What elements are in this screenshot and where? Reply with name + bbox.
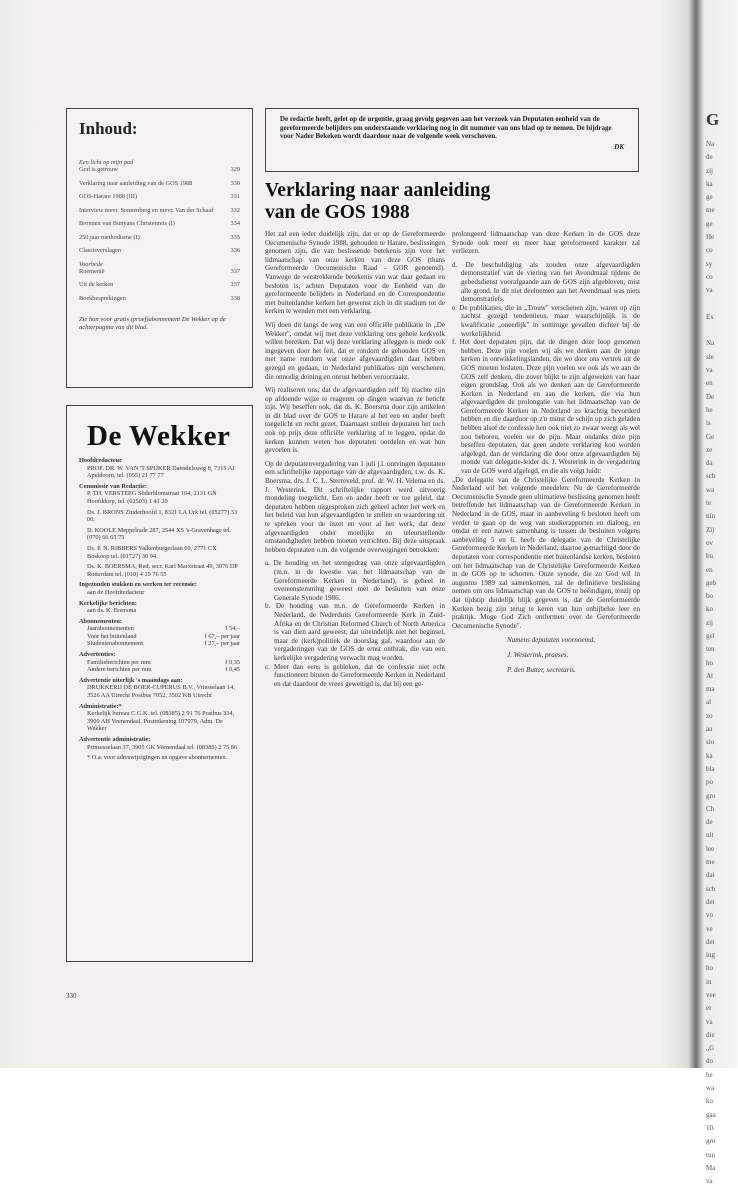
toc-item-title: Een licht op mijn pad	[79, 159, 134, 166]
next-page-line: ten	[706, 645, 715, 654]
next-page-fragment	[706, 138, 738, 1188]
next-page-line: en	[706, 379, 713, 388]
toc-item	[79, 207, 240, 214]
article-list-item: b. De houding van m.n. de Gereformeerde Kerken in Nederland, de Nederduits Gereformeerde Kerk in Zuid-Afrika en de Christian Reformed Church of North America is van dien aard geweest, dat uiteindelijk niet het beginsel, maar de (kerk)politiek de doorslag gaf, waardoor aan de vergaderingen van de GOS de ernst ontbrak, die van een kerkelijke vergadering verwacht mag worden.	[265, 602, 445, 662]
toc-item	[79, 247, 240, 254]
toc-item-title: Classisverslagen	[79, 247, 121, 254]
next-page-line: gro	[706, 791, 716, 800]
article-paragraph: Op de deputatenvergadering van 1 juli j.l. ontvingen deputaten een schriftelijke rapportage van de afgevaardigden, t.w. ds. K. Boersma, drs. J. C. L. Sterreveld, prof. dr. W. H. Velema en ds. J. Westerink. Dit schriftelijke rapport werd uitvoerig mondeling toegelicht. Een en ander heeft er toe geleid, dat deputaten hebben uitgesproken zich geheel achter het werk en het beleid van hun afgevaardigden te stellen en waardering uit te spreken voor de inzet en voor al het werk, dat deze afgevaardigden onder moeilijke en teleurstellende omstandigheden hebben moeten verrichten. Bij deze uitspraak hebben deputaten o.m. de volgende overwegingen betrokken:	[265, 459, 445, 554]
toc-item-label	[79, 295, 126, 302]
next-page-line: ho	[706, 658, 713, 667]
toc-item-title: Voorbede	[79, 260, 103, 268]
article-paragraph: prolongeerd lidmaatschap van deze Kerken in de GOS deze Synode ook meer en meer haar gereformeerd karakter zal verliezen.	[452, 230, 640, 256]
toc-item-subtitle: Roemenië	[79, 267, 105, 275]
next-page-line: Zij	[706, 525, 715, 534]
abonnement-price: f 67,– per jaar	[204, 632, 240, 640]
next-page-line: ho	[706, 964, 713, 973]
next-page-line: die	[706, 1030, 715, 1039]
next-page-line: va	[706, 286, 713, 295]
next-page-line: gaa	[706, 1110, 716, 1119]
next-page-line: he	[706, 405, 713, 414]
article-list-item: d. De beschuldiging als zouden onze afgevaardigden demonstratief van de viering van het Avondmaal tijdens de gebedsdienst voorafgaande aan de GOS zijn afgebleven, mist alle grond. In dit niet deelnemen aan het Avondmaal was niets demonstratiefs.	[452, 260, 640, 304]
toc-item-page: 335	[230, 233, 240, 241]
abonnement-label: Jaarabonnementen	[87, 625, 134, 633]
next-page-line: zij	[706, 618, 713, 627]
commissie-member: D. KOOLE Meppelrade 287, 2544 XS 's-Gravenhage tel. (070) 66 65 75	[87, 526, 232, 542]
next-page-line: te	[706, 499, 712, 508]
next-page-line: de	[706, 818, 713, 827]
toc-item	[79, 295, 240, 302]
toc-item	[79, 281, 240, 288]
next-page-line: ov	[706, 538, 713, 547]
abonnement-price: f 27,– per jaar	[204, 640, 240, 648]
toc-item-label	[79, 159, 133, 173]
article-list-item: c. Meer dan eens is gebleken, dat de confessie niet echt functioneert binnen de Gereformeerde Kerken in Nederland en dat daardoor de vrees gewettigd is, dat bij een ge-	[265, 662, 445, 688]
next-page-line: sio	[706, 738, 715, 747]
toc-item-page: 332	[230, 206, 240, 214]
next-page-line: aa	[706, 725, 713, 734]
next-page-line: ve	[706, 924, 713, 933]
administratie-info: Kerkelijk bureau C.G.K. tel. (08385) 2 91 76 Postbus 334, 3900 AH Veenendaal, Postrekening 107979, Adm. De Wekker	[87, 710, 235, 733]
toc-item-title: GOS-Harare 1988 (III)	[79, 193, 138, 200]
toc-item-title: Uit de kerken	[79, 281, 114, 288]
commissie-member: Ds. J. BRONS Zuiderhoofd 1, 8321 LA Urk tel. (05277) 33 00.	[87, 508, 238, 524]
next-page-line: bla	[706, 764, 715, 773]
toc-item-title: 250 jaar methodisme (I)	[79, 233, 140, 241]
toc-item-page: 331	[230, 193, 240, 200]
ingezonden-info: aan de Hoofdredacteur	[87, 588, 145, 596]
next-page-line: me	[706, 858, 715, 867]
abonnement-row	[79, 640, 240, 648]
next-page-line: ma	[706, 685, 715, 694]
toc-title: Inhoud:	[79, 119, 138, 138]
toc-item-title: Interview mevr. Sonnenberg en mevr. Van der Schaaf	[79, 206, 214, 214]
next-page-line: en	[706, 565, 713, 574]
next-page-line: va	[706, 1177, 713, 1186]
advertenties-list	[79, 659, 240, 674]
next-page-line: vo	[706, 911, 713, 920]
article-column-2	[452, 230, 640, 674]
article-list-item: f. Het doet deputaten pijn, dat de dingen deze loop genomen hebben. Deze pijn voelen wij als we denken aan de jonge kerken in ontwikkelingslanden, die we door ons vertrek uit de GOS moeten loslaten. Deze pijn voelen we ook als we aan de GOS zelf denken, die zover blijkt te zijn afgeweken van haar eigen grondslag. Ook als we denken aan de Gereformeerde Kerken in Nederland en aan die kerken, die via hun afgevaardigden de prolongatie van het lidmaatschap van de Gereformeerde Kerken in Nederland zo krachtig bevorderd hebben en die daardoor op z'n minst de schijn op zich geladen hebben alsof de confessie hen ook niet zo zwaar weegt als wel zou behoren, voelen we de pijn. Maar ondanks deze pijn beseffen deputaten, dat geen andere verklaring kon worden afgelegd, dan de verklaring die door onze afgevaardigden bij monde van delegatie-leider ds. J. Westerink in de vergadering van de GOS werd afgelegd, en die als volgt luidt:	[452, 338, 640, 476]
abonnement-label: Studentenabonnement	[87, 640, 143, 648]
next-page-line: ka	[706, 751, 713, 760]
toc-item-page: 337	[230, 267, 240, 275]
next-page-line: uit	[706, 831, 714, 840]
advertentie-row	[79, 659, 240, 667]
next-page-line: sch	[706, 884, 716, 893]
abonnement-label: Voor het buitenland	[87, 632, 137, 640]
next-page-line: ge	[706, 193, 713, 202]
abonnement-row	[79, 625, 240, 633]
next-page-line: in	[706, 977, 712, 986]
next-page-line: Na	[706, 339, 715, 348]
next-page-line: wa	[706, 485, 715, 494]
toc-item-label	[79, 180, 192, 187]
adv-administratie-info: Prinsesselaan 37, 3905 GK Veenendaal tel. (08385) 2 75 86	[87, 743, 238, 751]
next-page-initial: G	[706, 110, 720, 129]
commissie-heading: Commissie van Redactie:	[79, 482, 147, 490]
toc-item-label	[79, 207, 213, 214]
next-page-line: vee	[706, 991, 716, 999]
notice-signature: DK	[614, 142, 624, 151]
toc-item	[79, 159, 240, 173]
toc-item	[79, 193, 240, 200]
article-list-item: a. De houding en het stemgedrag van onze afgevaardigden (m.n. in de kwestie van het lidmaatschap van de Gereformeerde Kerken in Nederland), is geheel in overeenstemming geweest met de besluiten van onze Generale Synode 1986.	[265, 559, 445, 602]
next-page-line: Ch	[706, 804, 715, 813]
next-page-line: dai	[706, 871, 715, 880]
next-page-line: he	[706, 1070, 713, 1079]
page-number: 330	[66, 992, 77, 1000]
next-page-line: 10.	[706, 1123, 715, 1132]
abonnementen-heading: Abonnementen:	[79, 617, 123, 625]
next-page-line: bo	[706, 592, 713, 601]
toc-item	[79, 261, 240, 275]
toc-item-label	[79, 193, 137, 200]
hoofdredacteur-heading: Hoofdredacteur	[79, 457, 122, 464]
advertentie-price: f 0,35	[225, 658, 240, 666]
next-page-line: Na	[706, 140, 715, 148]
signature-line: Namens deputaten voornoemd,	[507, 636, 596, 645]
adv-uiterlijk-info: DRUKKERIJ DE BOER-CUPERUS B.V., Vriesselaan 14, 3526 AA Utrecht Postbus 7052, 3502 KB Utrecht	[87, 684, 235, 700]
abonnementen-list	[79, 625, 240, 648]
next-page-line	[706, 298, 738, 311]
editorial-notice	[265, 108, 639, 172]
next-page-line: ge	[706, 219, 713, 228]
next-page-line: gel	[706, 631, 715, 640]
article-quote: „De delegatie van de Christelijke Gereformeerde Kerken in Nederland wil het volgende meedelen: Nu de Gereformeerde Oecumenische Synode geen ultimatieve beslissing genomen heeft betreffende het lidmaatschap van de Gereformeerde Kerken in Nederland in de GOS, maar in aanbeveling 6 besloten heeft om verder te gaan op de weg van studierapporten en dialoog, en omdat er een nauwe samenhang is tussen de besluiten volgens aanbeveling 5 en 6, heeft de delegatie van de Christelijke Gereformeerde Kerken in Nederland, daartoe gemachtigd door de deputaten voor correspondentie met buitenlandse kerken, besloten om het lidmaatschap van de Christelijke Gereformeerde Kerken in de GOS op te schorten. Onze synode, die zo God wil in augustus 1989 zal samenkomen, zal de definitieve beslissing nemen om ons lidmaatschap van de GOS te beëindigen, tenzij op dat tijdstip duidelijk blijk gegeven is, dat de Gereformeerde Kerken bezig zijn terug te keren van hun onbijbelse leer en praktijk. Moge God Zich ontfermen over de Gereformeerde Oecumenische Synode".	[452, 475, 640, 630]
next-page-line: gro	[706, 1137, 716, 1146]
next-page-line: tuu	[706, 1150, 715, 1159]
next-page-line: sy	[706, 259, 713, 268]
next-page-line: de	[706, 153, 713, 162]
next-page-line: da	[706, 459, 713, 468]
next-page-line: co	[706, 246, 713, 255]
de-wekker-logo: De Wekker	[87, 420, 231, 452]
address-note: * O.a. voor adreswijzigingen en opgave abonnementen.	[87, 754, 228, 762]
subscription-promo: Zie hon voor gratis (proef)abonnement De Wekker op de achterpagina van dit blad.	[79, 315, 226, 331]
advertentie-label: Andere berichten per mm	[87, 666, 152, 674]
next-page-line: ing	[706, 951, 715, 960]
advertentie-price: f 0,45	[225, 666, 240, 674]
toc-item-page: 330	[230, 179, 240, 187]
next-page-line: Ex	[706, 312, 714, 321]
toc-item	[79, 180, 240, 187]
next-page-line: nin	[706, 512, 715, 521]
next-page-line: al	[706, 698, 712, 707]
article-list-item: e. De publikaties, die in „Trouw" verschenen zijn, waren op zijn zachtst gezegd tendentieus, maar waarschijnlijk is de kwalificatie „oneerlijk" in sommige gevallen dichter bij de werkelijkheid.	[452, 303, 640, 338]
article-title: Verklaring naar aanleiding van de GOS 1988	[265, 180, 491, 223]
toc-item-label	[79, 247, 121, 254]
advertenties-heading: Advertenties:	[79, 651, 116, 659]
adv-administratie-heading: Advertentie administratie:	[79, 736, 151, 743]
article-paragraph: Het zal een ieder duidelijk zijn, dat er op de Gereformeerde Oecumenische Synode 1988, gehouden te Harare, beslissingen genomen zijn, die van beslissende betekenis zijn voor het lidmaatschap van onze kerken van deze GOS (thans Gereformeerde Oecumenische Raad - GOR genoemd). Vanwege de verstrekkende betekenis van wat daar gedaan en besloten is, achten Deputaten voor de Eenheid van de gereformeerde belijders in Nederland en de Correspondentie met buitenlandse kerken het gewenst zich in dit stadium tot de kerken te wenden met een verklaring.	[265, 230, 445, 316]
toc-item-label	[79, 220, 175, 227]
next-page-line: Ma	[706, 1163, 716, 1172]
next-page-line: Al	[706, 671, 713, 680]
notice-text: De redactie heeft, gelet op de urgentie, graag gevolg gegeven aan het verzoek van Deputaten eenheid van de gereformeerde belijders om onderstaande verklaring nog in dit nummer van ons blad op te nemen. De bijdrage voor Nader Bekeken wordt daardoor naar de volgende week verschoven.	[280, 115, 612, 141]
next-page-line: do	[706, 1057, 713, 1066]
kerkelijke-info: aan ds. K. Boersma	[87, 607, 137, 615]
next-page-line: Ge	[706, 432, 715, 441]
toc-item-title: Bronnen van Bunyans Christenreis (I)	[79, 220, 175, 227]
table-of-contents	[66, 108, 253, 388]
next-page-line: va	[706, 366, 713, 375]
next-page-line: dei	[706, 897, 715, 906]
kerkelijke-heading: Kerkelijke berichten:	[79, 599, 137, 607]
hoofdredacteur-info: PROF. DR. W. VAN 'T SPIJKER Daendelsweg 8, 7315 AJ Apeldoorn, tel. (055) 21 77 77	[87, 464, 235, 480]
next-page-line: me	[706, 206, 715, 215]
next-page-line: va	[706, 1017, 713, 1026]
commissie-member: Ds. P. N. RIBBERS Valkenburgerlaan 69, 2771 CX Boskoop tel. (01727) 30 94.	[87, 544, 217, 560]
next-page-line: bu	[706, 552, 713, 561]
advertentie-row	[79, 666, 240, 674]
abonnement-row	[79, 633, 240, 641]
toc-item-subtitle: God is getrouw	[79, 166, 118, 173]
signature-secretaris: P. den Butter, secretaris.	[507, 665, 576, 674]
next-page-line: zij	[706, 166, 713, 175]
next-page-line: ko	[706, 605, 713, 614]
toc-item-title: Boekbesprekingen	[79, 294, 126, 302]
next-page-line: co	[706, 272, 713, 281]
toc-item	[79, 220, 240, 227]
signature-praeses: J. Westerink, praeses.	[507, 650, 569, 659]
toc-item-page: 337	[230, 281, 240, 288]
next-page-line: De	[706, 392, 715, 401]
toc-item-page: 334	[230, 220, 240, 227]
masthead	[66, 405, 253, 962]
commissie-member: Ds. K. BOERSMA, Red. secr. Karl Marxstraat 49, 3076 DP Rotterdam tel. (010) 4 19 76 55	[87, 563, 238, 578]
ingezonden-heading: Ingezonden stukken en werken ter recensie:	[79, 581, 197, 589]
next-page-line: sch	[706, 472, 716, 481]
next-page-line: He	[706, 233, 715, 242]
toc-item-title: Verklaring naar aanleiding van de GOS 1988	[79, 179, 193, 187]
toc-item-page: 329	[230, 166, 240, 173]
abonnement-price: f 54,–	[225, 625, 240, 633]
next-page-line: „G	[706, 1044, 715, 1053]
next-page-line: ka	[706, 179, 713, 188]
next-page-line: er	[706, 1004, 712, 1013]
next-page-line: is	[706, 419, 711, 428]
toc-list	[79, 159, 240, 302]
toc-item-page: 338	[230, 294, 240, 302]
next-page-line: ze	[706, 445, 713, 454]
adv-uiterlijk-heading: Advertentie uiterlijk 's maandags aan:	[79, 676, 183, 684]
toc-item-label	[79, 281, 113, 288]
toc-item-label	[79, 261, 105, 275]
commissie-member: P. TH. VERSTEEG Söderblomstraat 104, 2131 GN Hoofddorp, tel. (02503) 1 41 20	[87, 490, 217, 505]
advertentie-label: Familieberichten per mm	[87, 658, 151, 666]
next-page-line: zo	[706, 711, 713, 720]
toc-item	[79, 234, 240, 241]
article-paragraph: Wij realiseren ons, dat de afgevaardigden zelf bij machte zijn op afdoende wijze te reageren op dingen waarvan ze beticht zijn. Wij beseffen ook, dat ds. K. Boersma door zijn artikelen in dit blad over de GOS te Harare al het een en ander heeft toegelicht en recht gezet. Daarnaast stellen deputaten het toch ook op prijs deze officiële verklaring af te leggen, opdat de kerken kunnen weten hoe deputaten oordelen en wat hun gevoelen is.	[265, 386, 445, 455]
masthead-details	[79, 457, 240, 762]
toc-item-label	[79, 234, 140, 241]
administratie-heading: Administratie:*	[79, 702, 122, 710]
toc-item-page: 336	[230, 247, 240, 254]
next-page-line	[706, 324, 738, 337]
article-column-1	[265, 230, 445, 688]
next-page-line: ko	[706, 1097, 713, 1106]
next-page-line: lee	[706, 844, 715, 853]
commissie-list	[79, 490, 240, 578]
next-page-line: po	[706, 778, 713, 787]
next-page-line: wa	[706, 1084, 715, 1093]
next-page-line: sie	[706, 352, 714, 361]
article-paragraph: Wij doen dit langs de weg van een officiële publikatie in „De Wekker", omdat wij met deze verklaring ons gehele kerkvolk willen bereiken. Dat wij deze verklaring afleggen is mede ook ingegeven door het feit, dat er rondom de gehouden GOS en met name rondom wat onze afgevaardigden daar hebben gezegd en gedaan, in Nederland publikaties zijn verschenen, die onnodig deining en onrust hebben veroorzaakt.	[265, 320, 445, 381]
next-page-line: geb	[706, 578, 717, 587]
next-page-line: dei	[706, 937, 715, 946]
